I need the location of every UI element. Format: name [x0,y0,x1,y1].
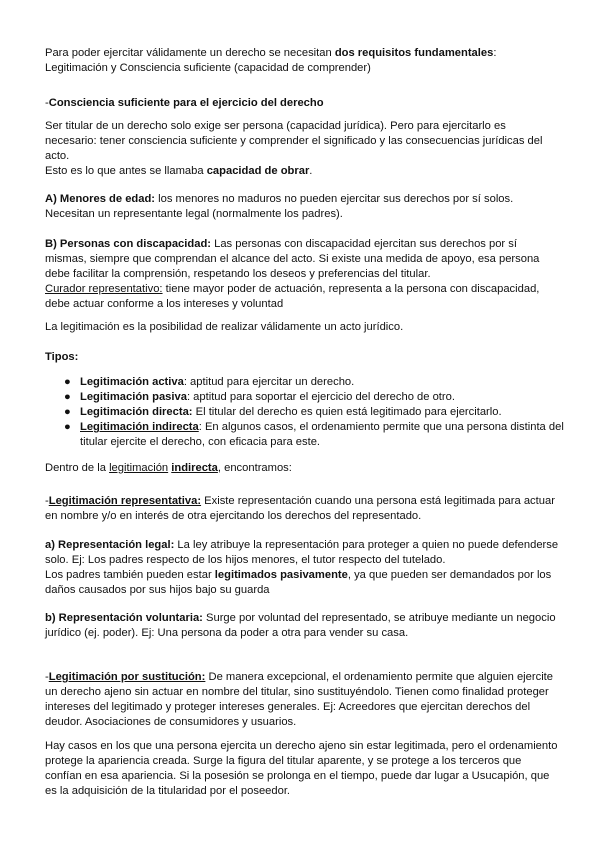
list-item: ● Legitimación directa: El titular del derecho es quien está legitimado para ejercitarlo. [64,406,502,418]
list-item: ● Legitimación pasiva: aptitud para soportar el ejercicio del derecho de otro. [64,391,455,403]
menores-text: los menores no maduros no pueden ejercitar sus derechos por sí solos. Necesitan un representante legal (normalmente los padres). [45,193,514,220]
curador-text: tiene mayor poder de actuación, representa a la persona con discapacidad, debe actuar conforme a los intereses y voluntad [45,283,540,310]
rep-voluntaria-title: b) Representación voluntaria: [45,612,203,624]
apariencia-paragraph: Hay casos en los que una persona ejercita un derecho ajeno sin estar legitimada, pero el ordenamiento protege la apariencia creada. Surge la figura del titular aparente, y se protege a los terceros que confían en esa apariencia. Si la posesión se prolonga en el tiempo, puede dar lugar a Usucapión, que es la adquisición de la titularidad por el poseedor. [45,740,558,797]
tipos-heading: Tipos: [45,351,79,363]
capacidad-obrar-line: Esto es lo que antes se llamaba capacidad de obrar. [45,165,313,177]
consciencia-heading: -Consciencia suficiente para el ejercicio del derecho [45,97,324,109]
list-item: ● Legitimación activa: aptitud para ejercitar un derecho. [64,376,355,388]
representacion-legal-paragraph: a) Representación legal: La ley atribuye la representación para proteger a quien no puede defenderse solo. Ej: Los padres respecto de los hijos menores, el tutor respecto del tutelado. Los padres también pueden estar legitimados pasivamente, ya que pueden ser demandados por los daños causados por sus hijos bajo su guarda [45,539,559,596]
section-heading: Consciencia suficiente para el ejercicio del derecho [48,97,324,109]
bullet-icon: ● [64,421,71,433]
rep-legal-title: a) Representación legal: [45,539,175,551]
discapacidad-paragraph [45,237,560,312]
intro-line-1: Para poder ejercitar válidamente un derecho se necesitan dos requisitos fundamentales: [45,47,497,59]
discapacidad-title: B) Personas con discapacidad: [45,238,211,250]
intro-emphasis: dos requisitos fundamentales [334,47,494,59]
menores-title: A) Menores de edad: [45,193,156,205]
discapacidad-text: Las personas con discapacidad ejercitan sus derechos por sí mismas, siempre que comprendan el alcance del acto. Si existe una medida de apoyo, esa persona debe facilitar la comprensión, respetando los deseos y preferencias del titular. [45,238,540,280]
intro-paragraph [45,46,560,76]
bullet-icon: ● [64,406,71,418]
representativa-paragraph: -Legitimación representativa: Existe representación cuando una persona está legitimada para actuar en nombre y/o en interés de otra ejercitando los derechos del representado. [45,495,555,522]
intro-line-2: Legitimación y Consciencia suficiente (capacidad de comprender) [45,62,371,74]
bullet-icon: ● [64,391,71,403]
dentro-paragraph: Dentro de la legitimación indirecta, encontramos: [45,462,292,474]
consciencia-text: Ser titular de un derecho solo exige ser persona (capacidad jurídica). Pero para ejercitarlo es necesario: tener consciencia suficiente y comprender el significado y las consecuencias jurídicas del acto. [45,120,543,162]
tipos-list [64,375,564,450]
consciencia-paragraph [45,119,560,179]
list-item: ● Legitimación indirecta: En algunos casos, el ordenamiento permite que una persona distinta del titular ejercite el derecho, con eficacia para este. [64,421,564,448]
menores-paragraph [45,192,560,222]
sustitucion-title: Legitimación por sustitución: [48,671,206,683]
sustitucion-text: De manera excepcional, el ordenamiento permite que alguien ejercite un derecho ajeno sin actuar en nombre del titular, sino sustituyéndolo. Tienen como finalidad proteger intereses del legitimado y proteger intereses generales. Ej: Acreedores que ejercitan derechos del deudor. Asociaciones de consumidores y usuarios. [45,671,554,728]
curador-label: Curador representativo: [45,283,163,295]
representacion-voluntaria-paragraph: b) Representación voluntaria: Surge por voluntad del representado, se atribuye mediante un negocio jurídico (ej. poder). Ej: Una persona da poder a otra para vender su casa. [45,612,556,639]
representativa-text: Existe representación cuando una persona está legitimada para actuar en nombre y/o en interés de otra ejercitando los derechos del representado. [45,495,555,522]
sustitucion-paragraph: -Legitimación por sustitución: De manera excepcional, el ordenamiento permite que alguien ejercite un derecho ajeno sin actuar en nombre del titular, sino sustituyéndolo. Tienen como finalidad proteger intereses del legitimado y proteger intereses generales. Ej: Acreedores que ejercitan derechos del deudor. Asociaciones de consumidores y usuarios. [45,671,554,728]
bullet-icon: ● [64,376,71,388]
representativa-title: Legitimación representativa: [48,495,202,507]
legitimacion-definition: La legitimación es la posibilidad de realizar válidamente un acto jurídico. [45,321,404,333]
